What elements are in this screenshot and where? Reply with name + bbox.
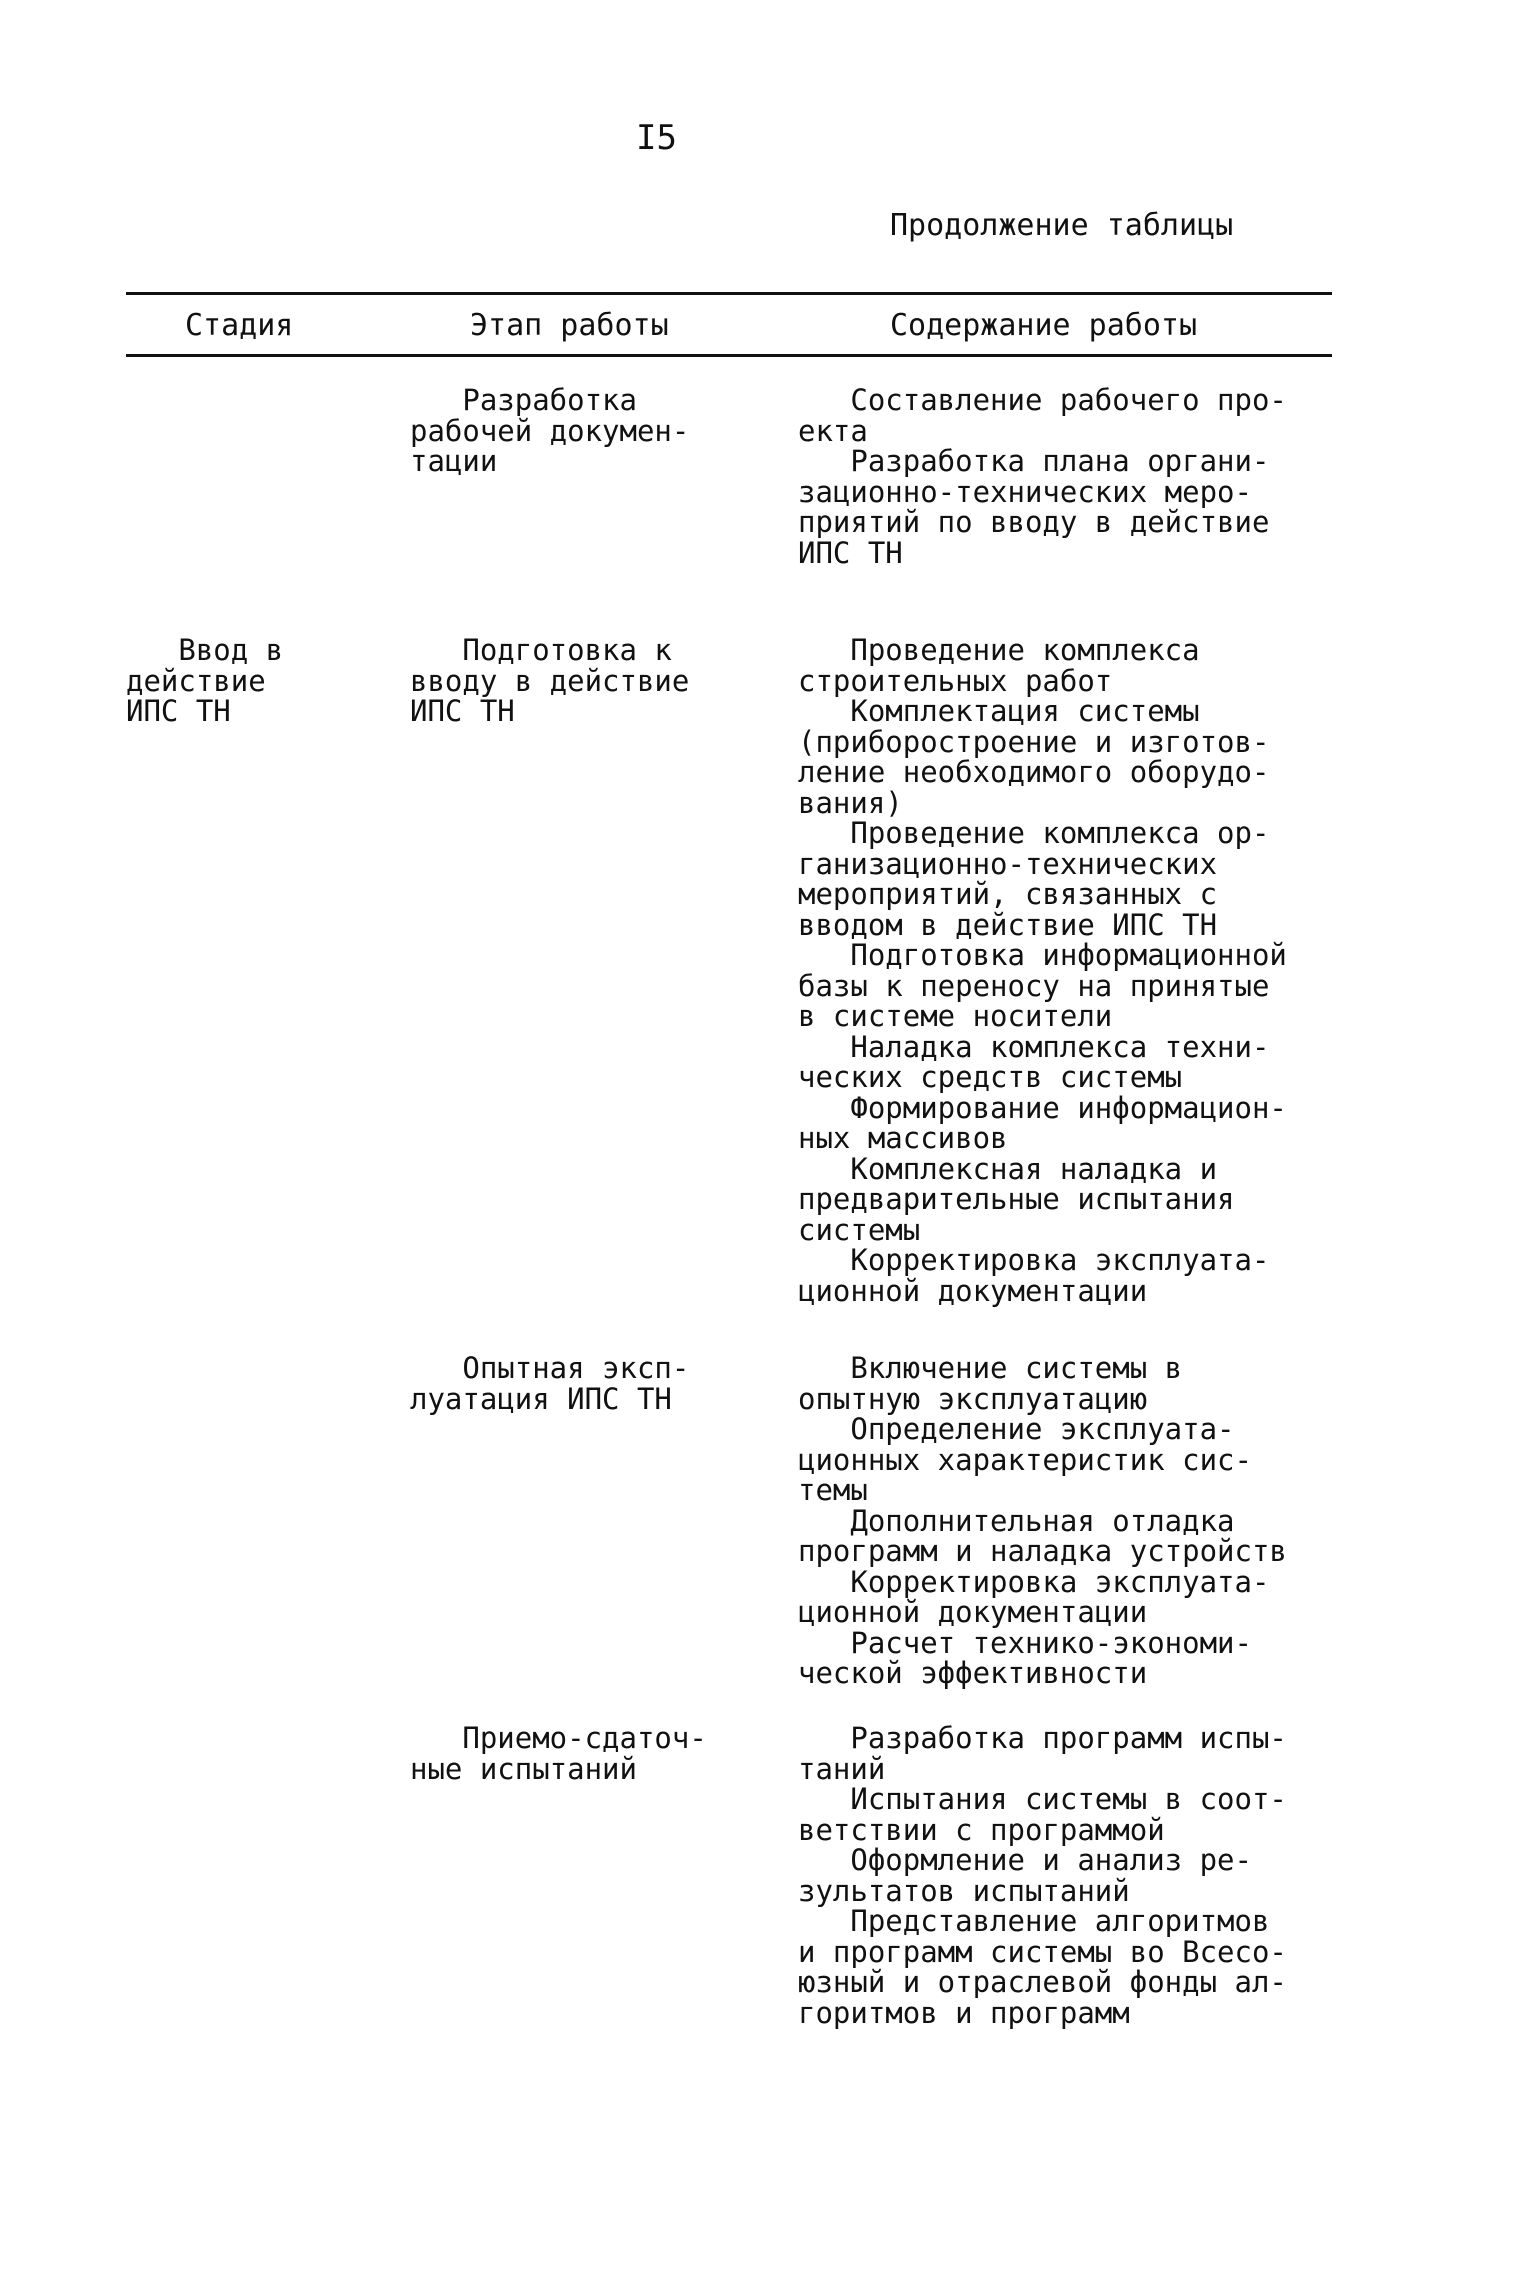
text-line: Дополнительная отладка: [798, 1503, 1235, 1538]
text-line: вводом в действие ИПС ТН: [798, 907, 1218, 942]
text-line: Корректировка эксплуата-: [798, 1564, 1270, 1599]
text-line: ционной документации: [798, 1595, 1148, 1629]
text-line: темы: [798, 1473, 868, 1507]
text-line: Опытная эксп-: [410, 1351, 690, 1385]
text-line: ные испытаний: [410, 1751, 637, 1786]
text-line: Проведение комплекса: [798, 633, 1200, 667]
content-cell: [798, 1723, 1338, 2028]
text-line: Подготовка информационной: [798, 938, 1287, 972]
text-line: в системе носители: [798, 999, 1113, 1033]
text-line: Определение эксплуата-: [798, 1412, 1235, 1446]
text-line: вводу в действие: [410, 663, 690, 698]
text-line: Проведение комплекса ор-: [798, 816, 1270, 850]
text-line: горитмов и программ: [798, 1995, 1130, 2030]
text-line: ление необходимого оборудо-: [798, 755, 1270, 789]
text-line: Формирование информацион-: [798, 1090, 1287, 1125]
text-line: рабочей докумен-: [410, 413, 690, 448]
text-line: Наладка комплекса техни-: [798, 1029, 1270, 1064]
page-number: I5: [636, 118, 677, 158]
text-line: ветствии с программой: [798, 1812, 1165, 1847]
text-line: мероприятий, связанных с: [798, 877, 1218, 911]
text-line: ИПС ТН: [410, 694, 515, 728]
text-line: Комплексная наладка и: [798, 1151, 1218, 1186]
text-line: программ и наладка устройств: [798, 1534, 1287, 1568]
text-line: екта: [798, 413, 868, 448]
text-line: системы: [798, 1212, 921, 1247]
text-line: вания): [798, 785, 903, 820]
text-line: Приемо-сдаточ-: [410, 1721, 707, 1755]
text-line: ческих средств системы: [798, 1060, 1183, 1094]
text-line: Разработка: [410, 383, 637, 417]
stage-cell: [126, 635, 396, 727]
text-line: Корректировка эксплуата-: [798, 1243, 1270, 1277]
step-cell: [410, 1723, 770, 1784]
text-line: Расчет технико-экономи-: [798, 1625, 1252, 1660]
text-line: Оформление и анализ ре-: [798, 1843, 1252, 1877]
text-line: ных массивов: [798, 1121, 1008, 1155]
text-line: Представление алгоритмов: [798, 1904, 1270, 1938]
text-line: Ввод в: [126, 633, 284, 667]
text-line: Комплектация системы: [798, 694, 1200, 728]
content-cell: [798, 385, 1338, 568]
text-line: базы к переносу на принятые: [798, 968, 1270, 1003]
table-top-rule: [126, 292, 1332, 295]
text-line: ционных характеристик сис-: [798, 1442, 1252, 1477]
text-line: зультатов испытаний: [798, 1873, 1130, 1908]
text-line: Разработка плана органи-: [798, 444, 1270, 478]
text-line: Включение системы в: [798, 1351, 1183, 1385]
text-line: приятий по вводу в действие: [798, 505, 1270, 539]
content-cell: [798, 1353, 1338, 1689]
table-header-rule: [126, 354, 1332, 357]
text-line: юзный и отраслевой фонды ал-: [798, 1965, 1287, 1999]
text-line: ционной документации: [798, 1273, 1148, 1308]
text-line: Подготовка к: [410, 633, 672, 667]
text-line: таний: [798, 1751, 886, 1786]
text-line: предварительные испытания: [798, 1182, 1235, 1216]
text-line: луатация ИПС ТН: [410, 1381, 672, 1416]
header-step: Этап работы: [470, 308, 669, 343]
text-line: строительных работ: [798, 663, 1113, 698]
text-line: зационно-технических меро-: [798, 474, 1252, 509]
step-cell: [410, 385, 770, 477]
text-line: действие: [126, 663, 266, 698]
text-line: и программ системы во Всесо-: [798, 1934, 1287, 1969]
text-line: ИПС ТН: [126, 694, 231, 728]
text-line: ганизационно-технических: [798, 846, 1218, 881]
table-continuation-label: Продолжение таблицы: [890, 208, 1234, 243]
text-line: Составление рабочего про-: [798, 383, 1287, 417]
step-cell: [410, 635, 770, 727]
text-line: (приборостроение и изготов-: [798, 724, 1270, 759]
header-stage: Стадия: [185, 308, 294, 343]
text-line: Испытания системы в соот-: [798, 1782, 1287, 1816]
text-line: тации: [410, 444, 498, 478]
header-content: Содержание работы: [890, 308, 1198, 343]
text-line: опытную эксплуатацию: [798, 1381, 1148, 1416]
text-line: Разработка программ испы-: [798, 1721, 1287, 1755]
step-cell: [410, 1353, 770, 1414]
content-cell: [798, 635, 1338, 1306]
text-line: ческой эффективности: [798, 1656, 1148, 1690]
text-line: ИПС ТН: [798, 535, 903, 570]
